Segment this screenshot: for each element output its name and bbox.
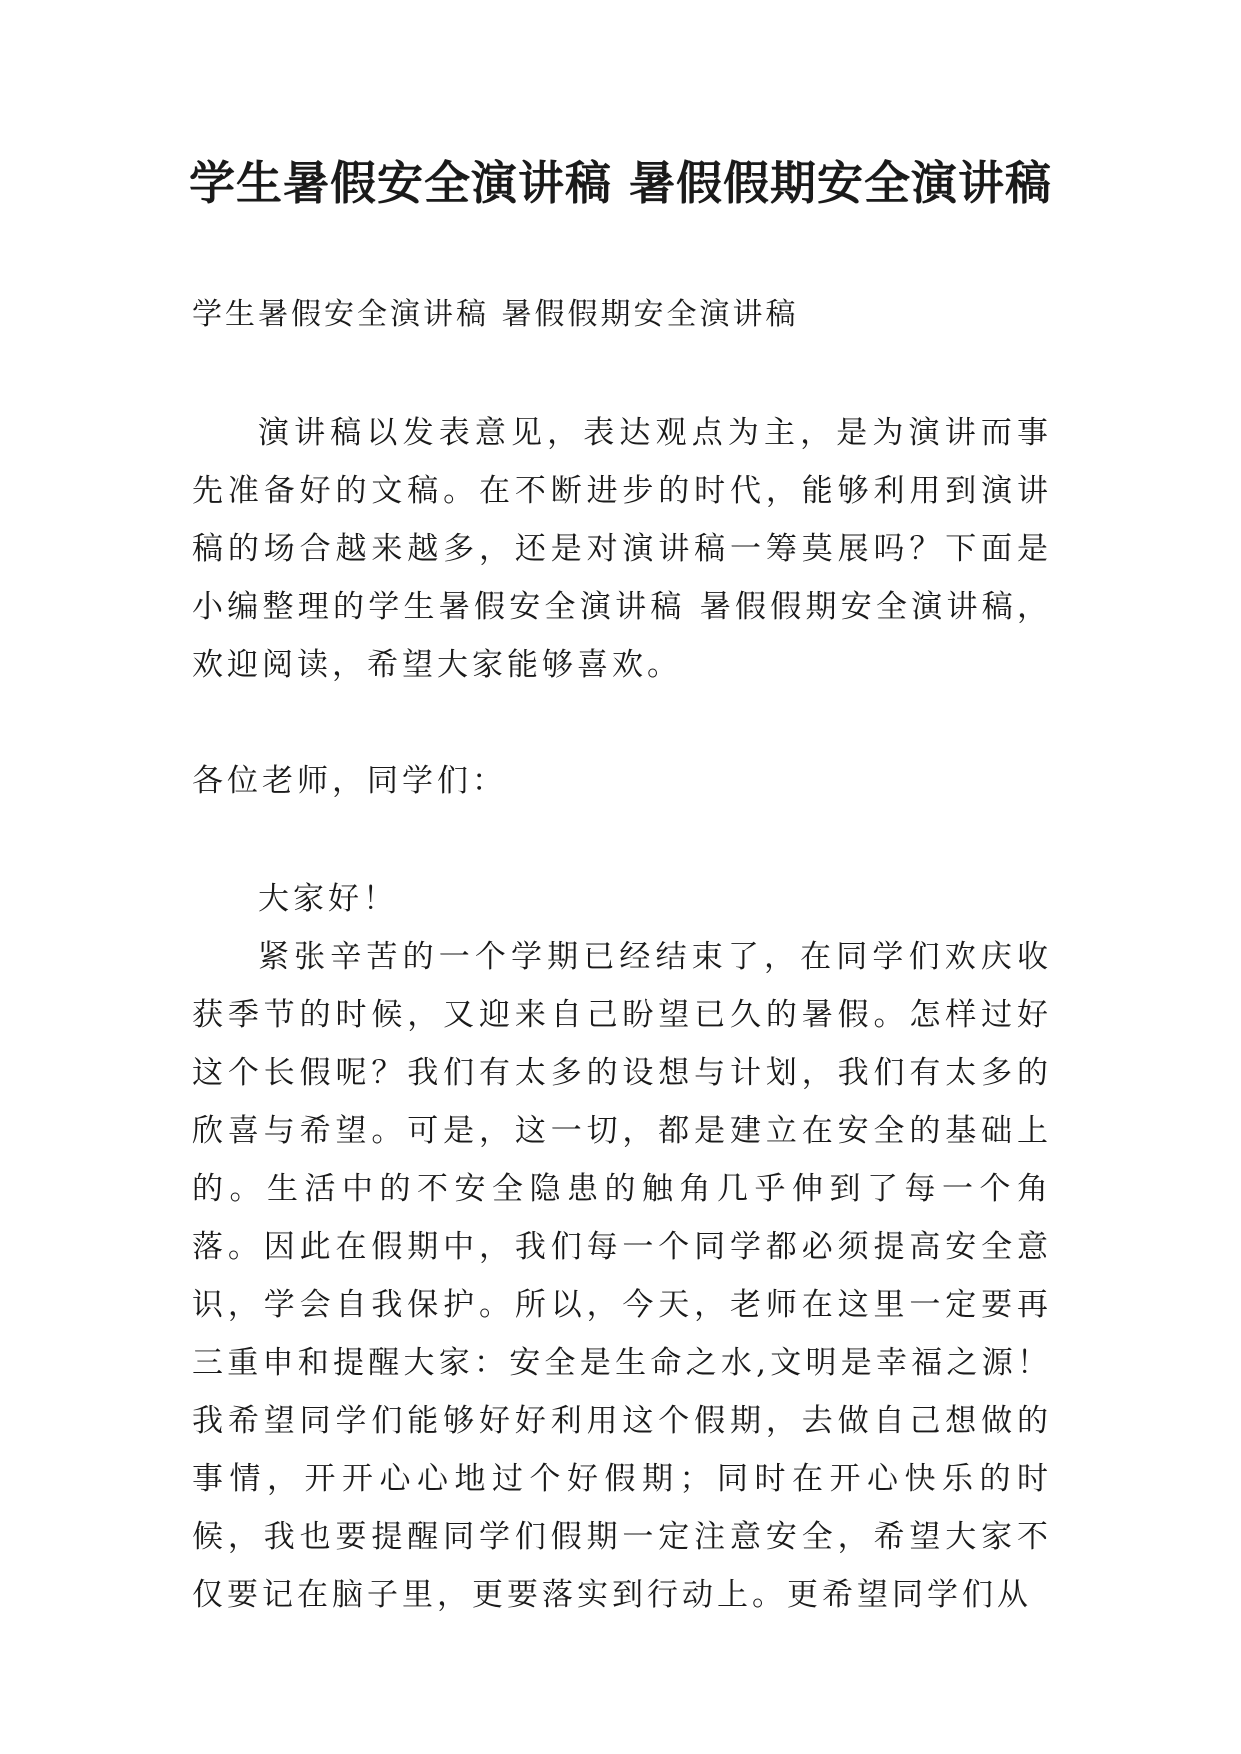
salutation-line: 各位老师，同学们：: [192, 763, 507, 799]
body-paragraph: 紧张辛苦的一个学期已经结束了，在同学们欢庆收获季节的时候，又迎来自己盼望已久的暑假。怎样过好这个长假呢？我们有太多的设想与计划，我们有太多的欣喜与希望。可是，这一切，都是建立在安全的基础上的。生活中的不安全隐患的触角几乎伸到了每一个角落。因此在假期中，我们每一个同学都必须提高安全意识，学会自我保护。所以，今天，老师在这里一定要再三重申和提醒大家：安全是生命之水,文明是幸福之源！我希望同学们能够好好利用这个假期，去做自己想做的事情，开开心心地过个好假期；同时在开心快乐的时候，我也要提醒同学们假期一定注意安全，希望大家不仅要记在脑子里，更要落实到行动上。更希望同学们从: [192, 939, 1052, 1613]
greeting-line: 大家好！: [258, 881, 398, 917]
document-title: 学生暑假安全演讲稿 暑假假期安全演讲稿: [188, 156, 1052, 210]
document-subtitle: 学生暑假安全演讲稿 暑假假期安全演讲稿: [192, 297, 799, 332]
intro-paragraph: 演讲稿以发表意见，表达观点为主，是为演讲而事先准备好的文稿。在不断进步的时代，能够利用到演讲稿的场合越来越多，还是对演讲稿一筹莫展吗？下面是小编整理的学生暑假安全演讲稿 暑假假期安全演讲稿，欢迎阅读，希望大家能够喜欢。: [192, 415, 1052, 683]
